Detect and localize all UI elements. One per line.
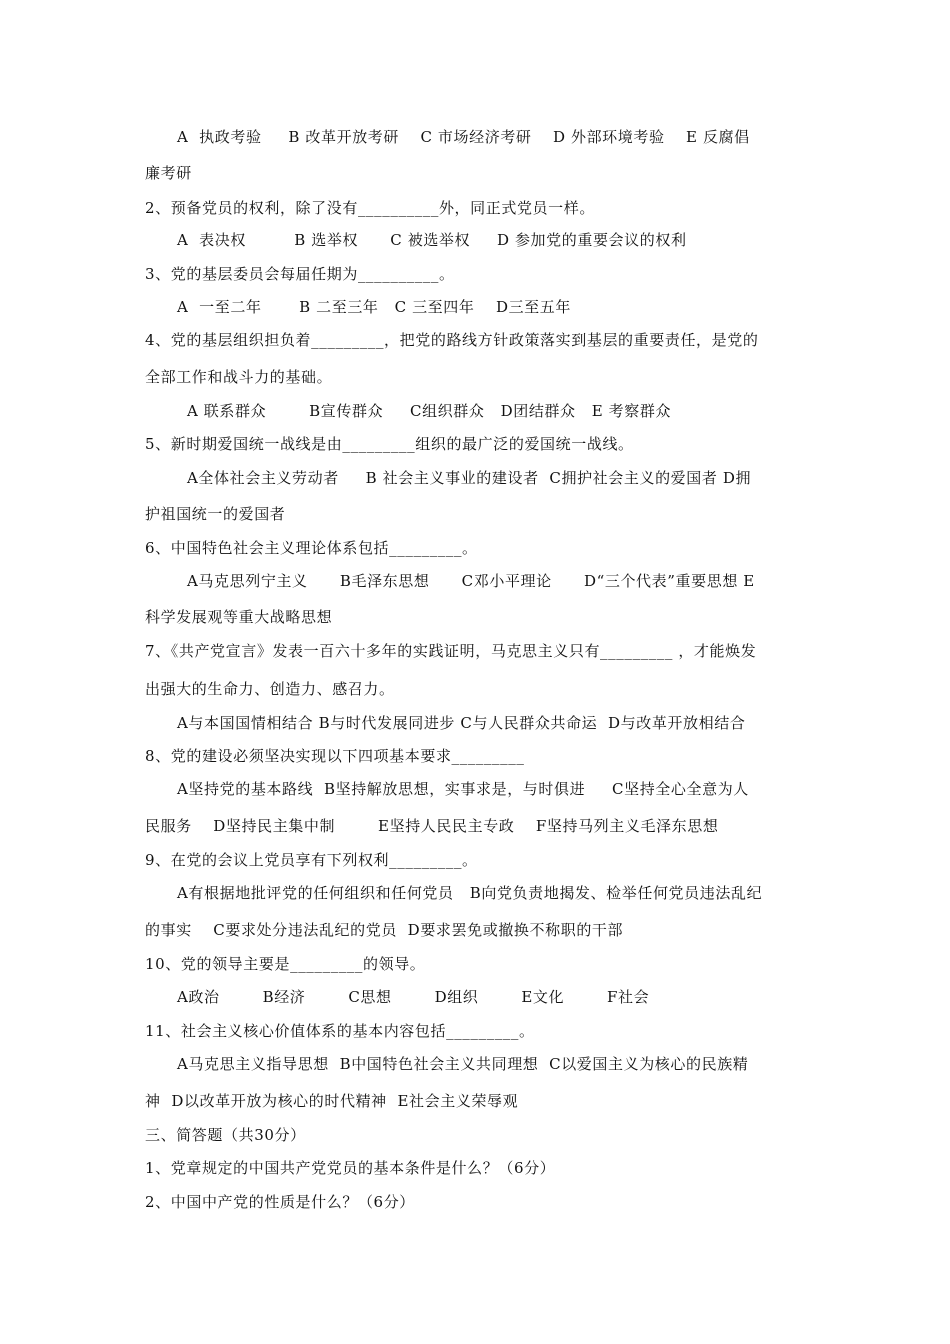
section-3-heading: 三、简答题（共30分） [145, 1126, 306, 1144]
q7-options: A与本国国情相结合 B与时代发展同进步 C与人民群众共命运 D与改革开放相结合 [177, 714, 746, 732]
q5-options-continuation: 护祖国统一的爱国者 [145, 505, 286, 523]
q5-options: A全体社会主义劳动者 B 社会主义事业的建设者 C拥护社会主义的爱国者 D拥 [187, 469, 752, 487]
question-7-continuation: 出强大的生命力、创造力、感召力。 [145, 680, 395, 698]
question-4-continuation: 全部工作和战斗力的基础。 [145, 368, 333, 386]
short-answer-2: 2、中国中产党的性质是什么？（6分） [145, 1193, 415, 1211]
question-4: 4、党的基层组织担负着_________，把党的路线方针政策落实到基层的重要责任，是党的 [145, 331, 759, 349]
question-3: 3、党的基层委员会每届任期为__________。 [145, 265, 455, 283]
q11-options-continuation: 神 D以改革开放为核心的时代精神 E社会主义荣辱观 [145, 1092, 519, 1110]
q10-options: A政治 B经济 C思想 D组织 E文化 F社会 [177, 988, 650, 1006]
question-6: 6、中国特色社会主义理论体系包括_________。 [145, 539, 478, 557]
q1-options-continuation: 廉考研 [145, 164, 192, 182]
q9-options: A有根据地批评党的任何组织和任何党员 B向党负责地揭发、检举任何党员违法乱纪 [177, 884, 763, 902]
question-8: 8、党的建设必须坚决实现以下四项基本要求_________ [145, 747, 525, 765]
question-9: 9、在党的会议上党员享有下列权利_________。 [145, 851, 478, 869]
q8-options-continuation: 民服务 D坚持民主集中制 E坚持人民民主专政 F坚持马列主义毛泽东思想 [145, 817, 719, 835]
q9-options-continuation: 的事实 C要求处分违法乱纪的党员 D要求罢免或撤换不称职的干部 [145, 921, 624, 939]
q6-options: A马克思列宁主义 B毛泽东思想 C邓小平理论 D“三个代表”重要思想 E [187, 572, 755, 590]
q8-options: A坚持党的基本路线 B坚持解放思想，实事求是，与时俱进 C坚持全心全意为人 [177, 780, 749, 798]
q6-options-continuation: 科学发展观等重大战略思想 [145, 608, 333, 626]
question-7: 7、《共产党宣言》发表一百六十多年的实践证明，马克思主义只有_________ ，才能焕发 [145, 642, 757, 660]
question-11: 11、社会主义核心价值体系的基本内容包括_________。 [145, 1022, 535, 1040]
short-answer-1: 1、党章规定的中国共产党党员的基本条件是什么？（6分） [145, 1159, 556, 1177]
q2-options: A 表决权 B 选举权 C 被选举权 D 参加党的重要会议的权利 [177, 231, 687, 249]
q3-options: A 一至二年 B 二至三年 C 三至四年 D三至五年 [177, 298, 571, 316]
question-5: 5、新时期爱国统一战线是由_________组织的最广泛的爱国统一战线。 [145, 435, 634, 453]
q11-options: A马克思主义指导思想 B中国特色社会主义共同理想 C以爱国主义为核心的民族精 [177, 1055, 749, 1073]
q4-options: A 联系群众 B宣传群众 C组织群众 D团结群众 E 考察群众 [187, 402, 672, 420]
question-10: 10、党的领导主要是_________的领导。 [145, 955, 426, 973]
q1-options-line: A 执政考验 B 改革开放考研 C 市场经济考研 D 外部环境考验 E 反腐倡 [177, 128, 750, 146]
question-2: 2、预备党员的权利，除了没有__________外，同正式党员一样。 [145, 199, 595, 217]
